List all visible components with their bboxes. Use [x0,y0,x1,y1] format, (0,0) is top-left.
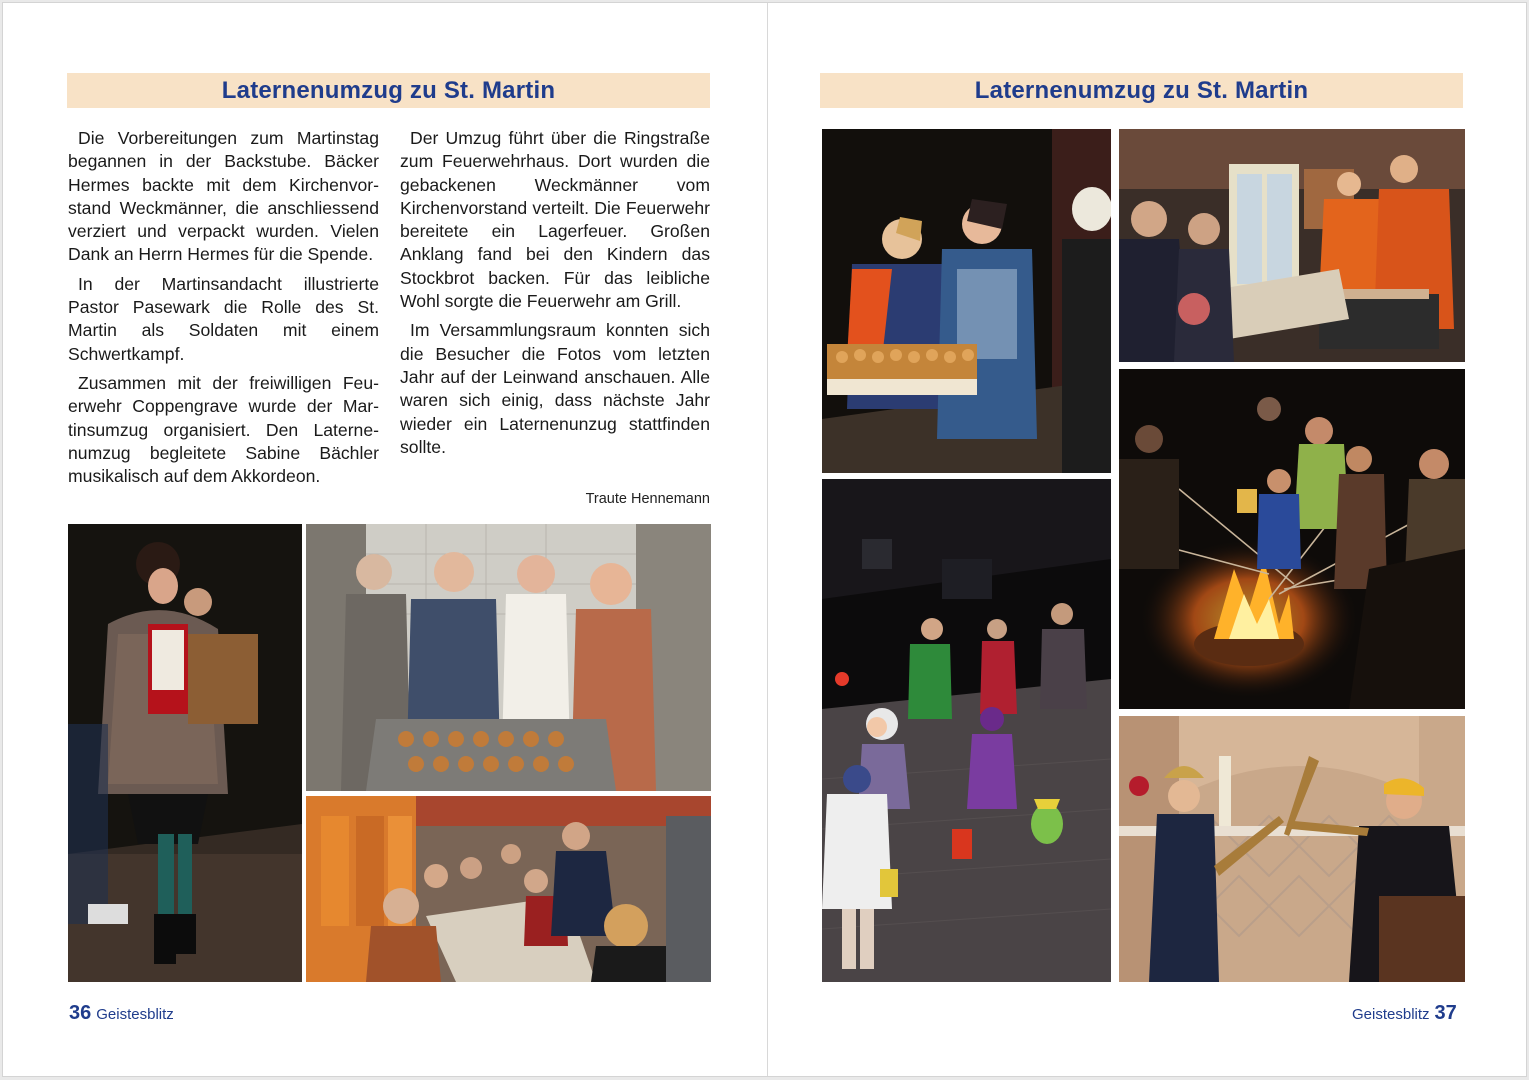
left-folio [69,1002,174,1025]
magazine-name: Geistesblitz [96,1006,174,1023]
photo-bakery-gingerbread [306,524,711,791]
right-folio [1352,1002,1457,1025]
text-column-1 [68,127,379,494]
left-page [3,3,765,1076]
right-page [767,3,1529,1076]
left-heading-bar [67,73,710,108]
page-number: 37 [1434,1002,1457,1024]
paragraph: Der Umzug führt über die Ringstraße zum Feuerwehrhaus. Dort wurden die gebackenen Weckmänner vom Kirchenvorstand verteilt. Die Feuerwehr bereitete ein Lagerfeuer. Großen Anklang fand bei den Kindern das Stockbrot backen. Für das leibliche Wohl sorgte die Feuerwehr am Grill. [400,128,710,312]
photo-grill-station [1119,129,1465,362]
photo-weckmaenner-handout [822,129,1111,473]
photo-lantern-procession [822,479,1111,982]
paragraph: Im Versammlungsraum konnten sich die Besucher die Fotos vom letzten Jahr auf der Leinwand anschauen. Alle waren sich einig, dass nächste Jahr wieder ein Laternenunzug stattfinden sollte. [400,320,710,457]
right-page-title: Laternenumzug zu St. Martin [974,76,1309,104]
photo-campfire-stockbrot [1119,369,1465,709]
text-column-2 [400,127,710,465]
magazine-spread [2,2,1527,1077]
photo-church-sword-fight [1119,716,1465,982]
magazine-name: Geistesblitz [1352,1006,1430,1023]
page-number: 36 [69,1002,92,1024]
paragraph: Die Vorbereitungen zum Martinstag begannen in der Backstube. Bäcker Hermes backte mit dem Kirchenvorstand Weckmänner, die anschliessend verziert und verpackt wurden. Vielen Dank an Herrn Hermes für die Spende. [68,128,379,265]
author-signature: Traute Hennemann [585,491,710,507]
paragraph: In der Martinsandacht illustrierte Pastor Pasewark die Rolle des St. Martin als Soldaten mit einem Schwertkampf. [68,273,379,364]
paragraph: Zusammen mit der freiwilligen Feuerwehr Coppengrave wurde der Martinsumzug organisiert. Den Laternenumzug begleitete Sabine Bächler musikalisch auf dem Akkordeon. [68,372,379,487]
left-page-title: Laternenumzug zu St. Martin [221,76,556,104]
right-heading-bar [820,73,1463,108]
photo-fire-station-room [306,796,711,982]
photo-accordion-player [68,524,302,982]
